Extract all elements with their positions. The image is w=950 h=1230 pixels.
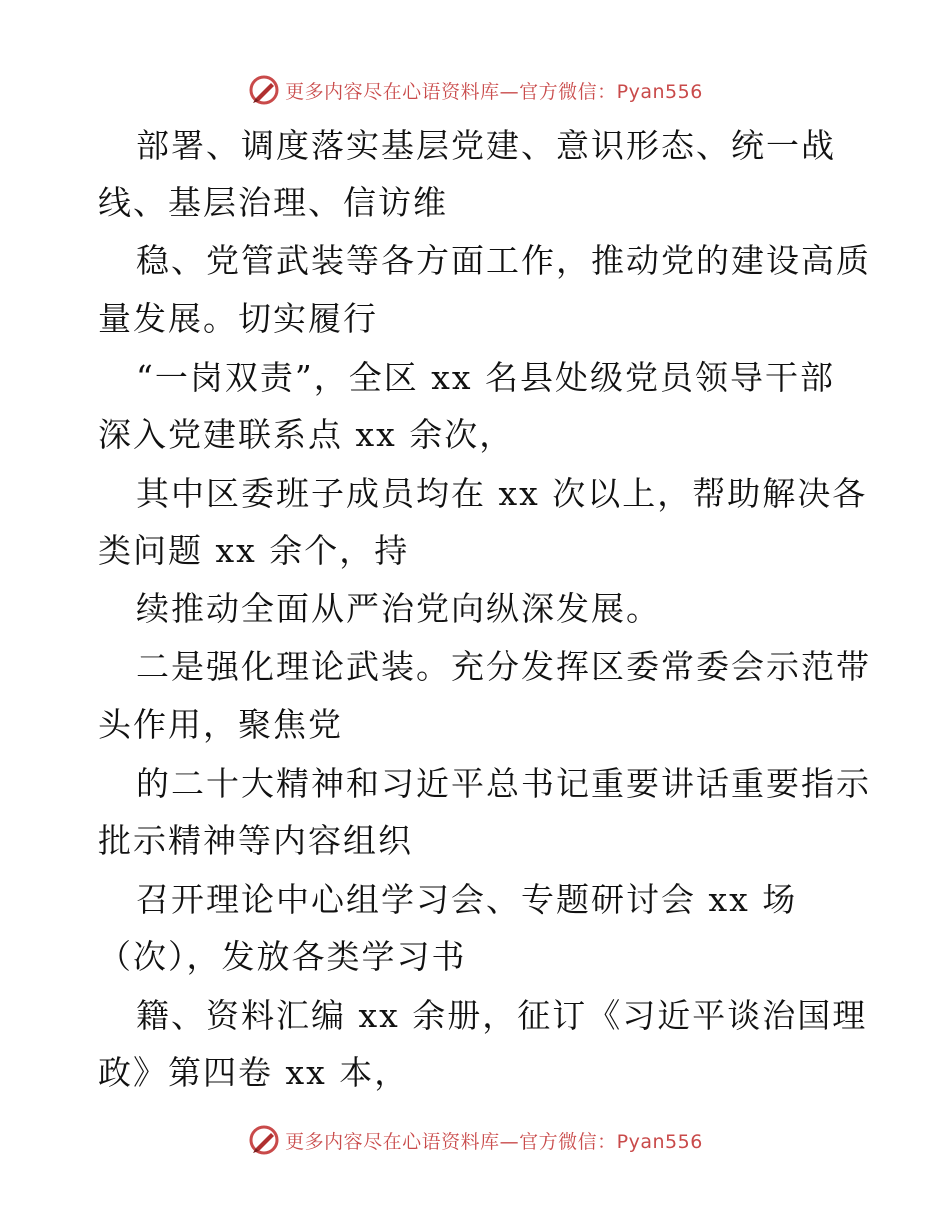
paragraph-line: 续推动全面从严治党向纵深发展。	[136, 589, 661, 628]
footer-watermark-text: 更多内容尽在心语资料库—官方微信：Pyan556	[285, 1130, 703, 1153]
paragraph-line: “一岗双责”，全区 xx 名县处级党员领导干部	[136, 358, 835, 397]
paragraph-line: 量发展。切实履行	[98, 299, 378, 338]
paragraph-line: 类问题 xx 余个，持	[98, 531, 410, 570]
paragraph-line: 线、基层治理、信访维	[98, 183, 448, 222]
paragraph-line: 稳、党管武装等各方面工作，推动党的建设高质	[136, 241, 871, 280]
paragraph-line: 深入党建联系点 xx 余次，	[98, 415, 515, 454]
pen-logo-icon	[247, 73, 281, 107]
header-watermark	[0, 70, 950, 110]
paragraph-line: 部署、调度落实基层党建、意识形态、统一战	[136, 126, 836, 165]
pen-logo-icon	[247, 1123, 281, 1157]
footer-watermark	[0, 1120, 950, 1160]
header-watermark-text: 更多内容尽在心语资料库—官方微信：Pyan556	[285, 80, 703, 103]
paragraph-line: 政》第四卷 xx 本，	[98, 1053, 410, 1092]
paragraph-line: （次），发放各类学习书	[98, 937, 467, 976]
paragraph-line: 召开理论中心组学习会、专题研讨会 xx 场	[136, 880, 798, 919]
paragraph-line: 头作用，聚焦党	[98, 705, 343, 744]
paragraph-line: 二是强化理论武装。充分发挥区委常委会示范带	[136, 647, 871, 686]
paragraph-line: 籍、资料汇编 xx 余册，征订《习近平谈治国理	[136, 996, 868, 1035]
paragraph-line: 的二十大精神和习近平总书记重要讲话重要指示	[136, 764, 871, 803]
paragraph-line: 其中区委班子成员均在 xx 次以上，帮助解决各	[136, 474, 868, 513]
paragraph-line: 批示精神等内容组织	[98, 821, 413, 860]
